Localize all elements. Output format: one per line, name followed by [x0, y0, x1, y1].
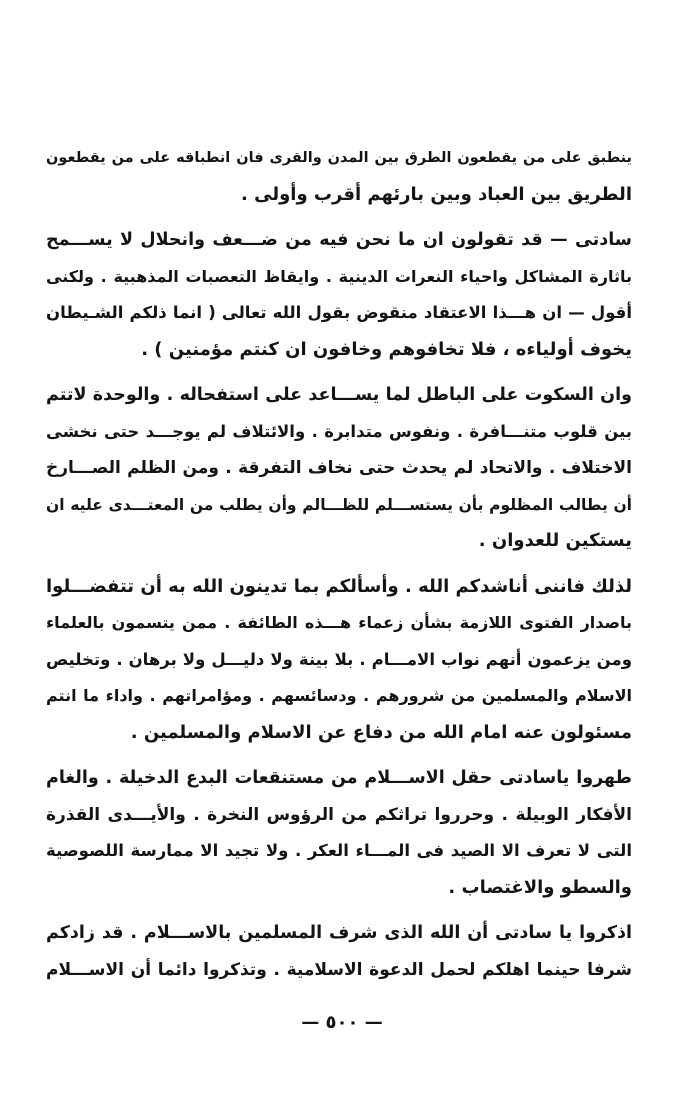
- text-line: الأفكار الوبيلة . وحرروا تراثكم من الرؤوس النخرة . والأيـــدى القذرة: [46, 804, 632, 825]
- text-line: والسطو والاغتصاب .: [448, 876, 632, 898]
- text-line: باثارة المشاكل واحياء النعرات الدينية . وايقاظ التعصبات المذهبية . ولكنى: [46, 266, 632, 286]
- paragraph: [46, 140, 632, 213]
- text-line: أن يطالب المظلوم بأن يستســـلم للظـــالم وأن يطلب من المعتـــدى عليه ان: [46, 495, 632, 514]
- text-line: باصدار الفتوى اللازمة بشأن زعماء هـــذه الطائفة . ممن يتسمون بالعلماء: [46, 613, 632, 632]
- text-line: شرفا حينما اهلكم لحمل الدعوة الاسلامية . وتذكروا دائما أن الاســـلام: [46, 959, 632, 980]
- text-line: الاسلام والمسلمين من شرورهم . ودسائسهم . ومؤامراتهم . واداء ما انتم: [46, 686, 632, 705]
- text-line: سادتى — قد تقولون ان ما نحن فيه من ضـــعف وانحلال لا يســـمح: [46, 230, 632, 250]
- text-line: ومن يزعمون أنهم نواب الامـــام . بلا بينة ولا دليـــل ولا برهان . وتخليص: [46, 649, 632, 669]
- paragraph: [46, 569, 632, 752]
- paragraph: [46, 915, 632, 988]
- body-text: [46, 140, 632, 997]
- text-line: مسئولون عنه امام الله من دفاع عن الاسلام والمسلمين .: [130, 721, 632, 743]
- text-line: الطريق بين العباد وبين بارئهم أقرب وأولى .: [241, 183, 632, 205]
- paragraph: [46, 760, 632, 906]
- text-line: طهروا ياسادتى حقل الاســـلام من مستنقعات البدع الدخيلة . والغام: [46, 768, 632, 788]
- text-line: التى لا تعرف الا الصيد فى المـــاء العكر . ولا تجيد الا ممارسة اللصوصية: [46, 841, 632, 860]
- text-line: ينطبق على من يقطعون الطرق بين المدن والقرى فان انطباقه على من يقطعون: [46, 150, 632, 166]
- text-line: يستكين للعدوان .: [478, 530, 632, 551]
- paragraph: [46, 377, 632, 560]
- text-line: الاختلاف . والاتحاد لم يحدث حتى نخاف التفرقة . ومن الظلم الصـــارخ: [46, 458, 632, 478]
- text-line: اذكروا يا سادتى أن الله الذى شرف المسلمين بالاســـلام . قد زادكم: [46, 923, 632, 943]
- text-line: لذلك فاننى أناشدكم الله . وأسألكم بما تدينون الله به أن تتفضـــلوا: [46, 575, 632, 597]
- page-number: — ٥٠٠ —: [301, 1012, 383, 1033]
- paragraph: [46, 222, 632, 368]
- text-line: أقول — ان هـــذا الاعتقاد منقوض بقول الله تعالى ( انما ذلكم الشـيطان: [46, 303, 632, 322]
- text-line: وان السكوت على الباطل لما يســـاعد على استفحاله . والوحدة لاتتم: [46, 385, 632, 405]
- text-line: يخوف أولياءه ، فلا تخافوهم وخافون ان كنتم مؤمنين ) .: [141, 338, 632, 360]
- text-line: بين قلوب متنـــافرة . ونفوس متدابرة . والائتلاف لم يوجـــد حتى نخشى: [46, 421, 632, 441]
